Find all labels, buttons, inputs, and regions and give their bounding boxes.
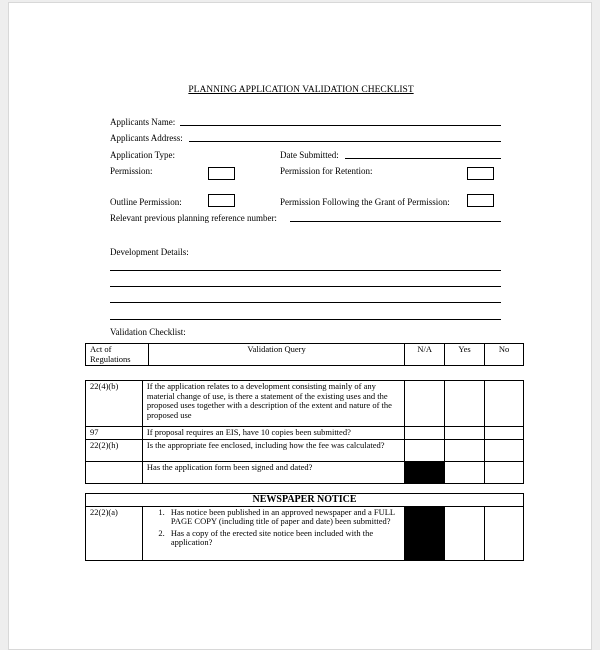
- document-page: [8, 2, 592, 650]
- newspaper-title-row: [86, 494, 524, 507]
- row-act: [86, 461, 143, 483]
- row-act: 97: [86, 427, 143, 440]
- applicants-name-label: Applicants Name:: [110, 117, 176, 127]
- na-cell-blocked: [405, 461, 445, 483]
- development-details-line[interactable]: [110, 270, 501, 271]
- development-details-line[interactable]: [110, 286, 501, 287]
- page-title: PLANNING APPLICATION VALIDATION CHECKLIST: [188, 85, 414, 95]
- date-submitted-line[interactable]: [345, 158, 501, 159]
- permission-following-checkbox[interactable]: [467, 194, 494, 207]
- relevant-reference-line[interactable]: [290, 221, 501, 222]
- applicants-address-label: Applicants Address:: [110, 133, 183, 143]
- yes-cell[interactable]: [445, 506, 485, 560]
- outline-permission-label: Outline Permission:: [110, 197, 182, 207]
- yes-cell[interactable]: [445, 461, 485, 483]
- row-query: If the application relates to a development consisting mainly of any material change of use, is there a statement of the existing uses and the proposed uses together with a description of the extent and nature of the proposed use: [142, 381, 404, 427]
- row-query: If proposal requires an EIS, have 10 copies been submitted?: [142, 427, 404, 440]
- relevant-reference-label: Relevant previous planning reference number:: [110, 213, 277, 223]
- table-header-row: [86, 344, 524, 366]
- header-yes: Yes: [445, 344, 485, 366]
- permission-checkbox[interactable]: [208, 167, 235, 180]
- development-details-label: Development Details:: [110, 247, 189, 257]
- permission-retention-checkbox[interactable]: [467, 167, 494, 180]
- newspaper-notice-title: NEWSPAPER NOTICE: [86, 494, 524, 507]
- table-row: [86, 427, 524, 440]
- yes-cell[interactable]: [445, 427, 485, 440]
- row-query: Has the application form been signed and dated?: [142, 461, 404, 483]
- header-act: Act of Regulations: [86, 344, 149, 366]
- header-query: Validation Query: [148, 344, 404, 366]
- table-row: [86, 461, 524, 483]
- newspaper-question-2: 2. Has a copy of the erected site notice been included with the application?: [167, 529, 400, 548]
- permission-retention-label: Permission for Retention:: [280, 166, 373, 176]
- row-act: 22(2)(h): [86, 439, 143, 461]
- newspaper-notice-table: [85, 493, 524, 561]
- newspaper-questions: [142, 506, 404, 560]
- checklist-header-table: [85, 343, 524, 366]
- validation-checklist-label: Validation Checklist:: [110, 327, 186, 337]
- yes-cell[interactable]: [445, 439, 485, 461]
- header-na: N/A: [405, 344, 445, 366]
- row-act: 22(2)(a): [86, 506, 143, 560]
- applicants-name-line[interactable]: [180, 125, 501, 126]
- permission-following-label: Permission Following the Grant of Permission:: [280, 197, 450, 207]
- na-cell[interactable]: [405, 427, 445, 440]
- table-row: [86, 506, 524, 560]
- table-row: [86, 439, 524, 461]
- applicants-address-line[interactable]: [189, 141, 501, 142]
- development-details-line[interactable]: [110, 319, 501, 320]
- application-type-label: Application Type:: [110, 150, 175, 160]
- table-row: [86, 381, 524, 427]
- row-act: 22(4)(b): [86, 381, 143, 427]
- na-cell[interactable]: [405, 381, 445, 427]
- no-cell[interactable]: [485, 381, 524, 427]
- date-submitted-label: Date Submitted:: [280, 150, 339, 160]
- checklist-table: [85, 380, 524, 484]
- development-details-line[interactable]: [110, 302, 501, 303]
- yes-cell[interactable]: [445, 381, 485, 427]
- na-cell[interactable]: [405, 439, 445, 461]
- permission-label: Permission:: [110, 166, 153, 176]
- header-no: No: [485, 344, 524, 366]
- newspaper-question-1: 1. Has notice been published in an approved newspaper and a FULL PAGE COPY (including title of paper and date) been submitted?: [167, 508, 400, 527]
- no-cell[interactable]: [485, 461, 524, 483]
- row-query: Is the appropriate fee enclosed, including how the fee was calculated?: [142, 439, 404, 461]
- no-cell[interactable]: [485, 506, 524, 560]
- na-cell-blocked: [405, 506, 445, 560]
- no-cell[interactable]: [485, 427, 524, 440]
- no-cell[interactable]: [485, 439, 524, 461]
- outline-permission-checkbox[interactable]: [208, 194, 235, 207]
